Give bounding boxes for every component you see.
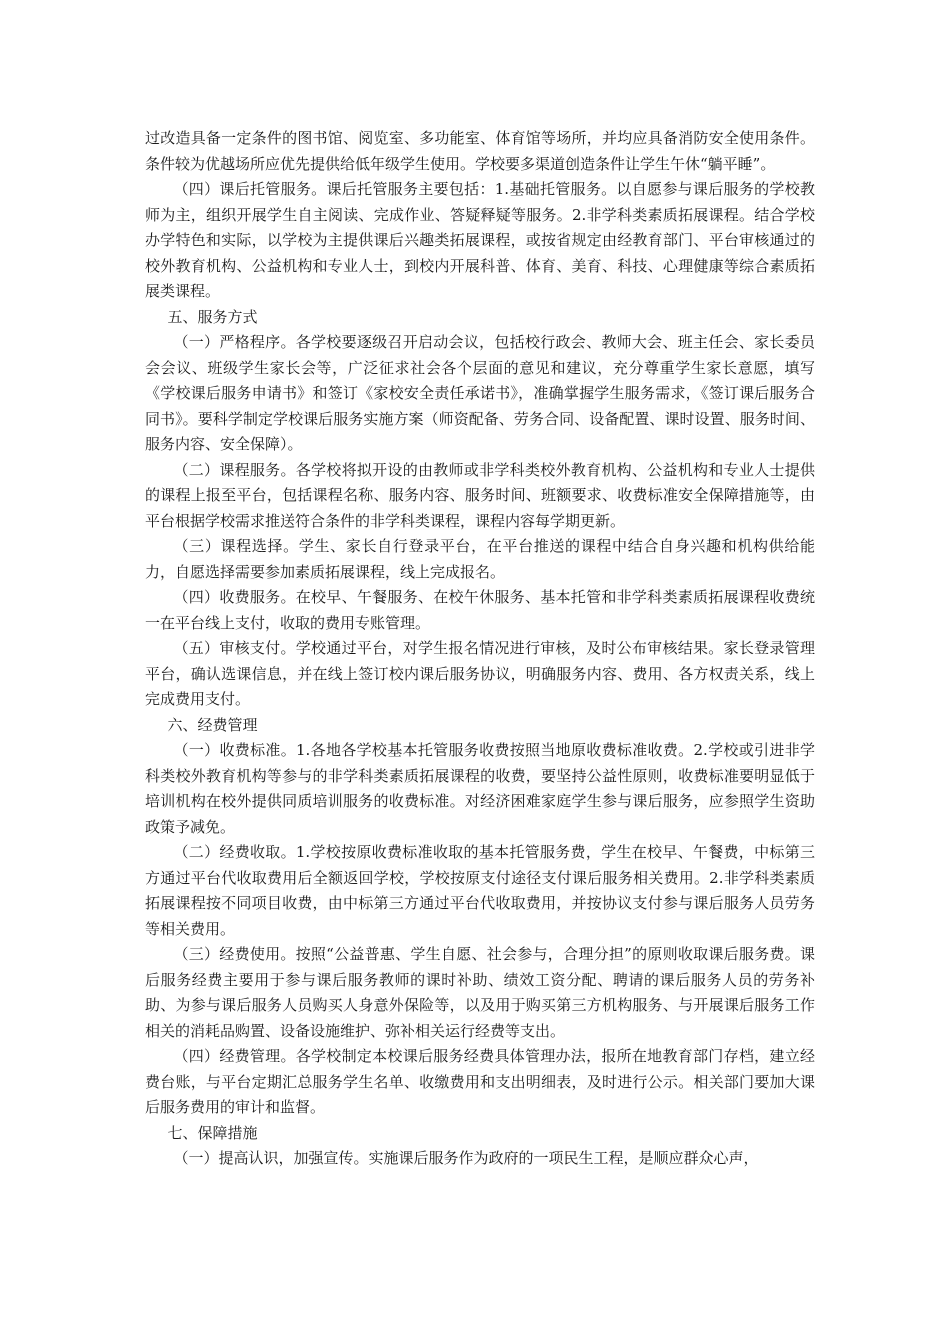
paragraph-course-selection: （三）课程选择。学生、家长自行登录平台，在平台推送的课程中结合自身兴趣和机构供给能力，自愿选择需要参加素质拓展课程，线上完成报名。 bbox=[145, 537, 815, 581]
paragraph-fee-standard: （一）收费标准。1.各地各学校基本托管服务收费按照当地原收费标准收费。2.学校或引进非学科类校外教育机构等参与的非学科类素质拓展课程的收费，要坚持公益性原则，收费标准要明显低于培训机构在校外提供同质培训服务的收费标准。对经济困难家庭学生参与课后服务，应参照学生资助政策予减免。 bbox=[145, 741, 815, 836]
paragraph-fee-usage: （三）经费使用。按照“公益普惠、学生自愿、社会参与，合理分担”的原则收取课后服务费。课后服务经费主要用于参与课后服务教师的课时补助、绩效工资分配、聘请的课后服务人员的劳务补助、为参与课后服务人员购买人身意外保险等，以及用于购买第三方机构服务、与开展课后服务工作相关的消耗品购置、设备设施维护、弥补相关运行经费等支出。 bbox=[145, 945, 815, 1040]
paragraph-review-payment: （五）审核支付。学校通过平台，对学生报名情况进行审核，及时公布审核结果。家长登录管理平台，确认选课信息，并在线上签订校内课后服务协议，明确服务内容、费用、各方权责关系，线上完成费用支付。 bbox=[145, 639, 815, 708]
paragraph-fee-service: （四）收费服务。在校早、午餐服务、在校午休服务、基本托管和非学科类素质拓展课程收费统一在平台线上支付，收取的费用专账管理。 bbox=[145, 588, 815, 632]
paragraph-strict-procedure: （一）严格程序。各学校要逐级召开启动会议，包括校行政会、教师大会、班主任会、家长委员会会议、班级学生家长会等，广泛征求社会各个层面的意见和建议，充分尊重学生家长意愿，填写《学校课后服务申请书》和签订《家校安全责任承诺书》，准确掌握学生服务需求，《签订课后服务合同书》。要科学制定学校课后服务实施方案（师资配备、劳务合同、设备配置、课时设置、服务时间、服务内容、安全保障）。 bbox=[145, 333, 815, 453]
paragraph-fee-management: （四）经费管理。各学校制定本校课后服务经费具体管理办法，报所在地教育部门存档，建立经费台账，与平台定期汇总服务学生名单、收缴费用和支出明细表，及时进行公示。相关部门要加大课后服务费用的审计和监督。 bbox=[145, 1047, 815, 1116]
section-heading-service-mode: 五、服务方式 bbox=[167, 307, 258, 326]
paragraph-course-service: （二）课程服务。各学校将拟开设的由教师或非学科类校外教育机构、公益机构和专业人士提供的课程上报至平台，包括课程名称、服务内容、服务时间、班额要求、收费标准安全保障措施等，由平台根据学校需求推送符合条件的非学科类课程，课程内容每学期更新。 bbox=[145, 460, 815, 530]
paragraph-fee-collection: （二）经费收取。1.学校按原收费标准收取的基本托管服务费，学生在校早、午餐费，中标第三方通过平台代收取费用后全额返回学校，学校按原支付途径支付课后服务相关费用。2.非学科类素质拓展课程按不同项目收费，由中标第三方通过平台代收取费用，并按协议支付参与课后服务人员劳务等相关费用。 bbox=[145, 843, 815, 938]
section-heading-funding: 六、经费管理 bbox=[167, 715, 258, 734]
paragraph-continuation: 过改造具备一定条件的图书馆、阅览室、多功能室、体育馆等场所，并均应具备消防安全使用条件。条件较为优越场所应优先提供给低年级学生使用。学校要多渠道创造条件让学生午休“躺平睡”。 bbox=[145, 129, 815, 173]
section-heading-safeguards: 七、保障措施 bbox=[167, 1123, 258, 1142]
paragraph-after-school-care: （四）课后托管服务。课后托管服务主要包括：1.基础托管服务。以自愿参与课后服务的学校教师为主，组织开展学生自主阅读、完成作业、答疑释疑等服务。2.非学科类素质拓展课程。结合学校办学特色和实际，以学校为主提供课后兴趣类拓展课程，或按省规定由经教育部门、平台审核通过的校外教育机构、公益机构和专业人士，到校内开展科普、体育、美育、科技、心理健康等综合素质拓展类课程。 bbox=[145, 180, 815, 300]
paragraph-awareness: （一）提高认识，加强宣传。实施课后服务作为政府的一项民生工程，是顺应群众心声， bbox=[173, 1149, 759, 1167]
document-body bbox=[145, 126, 815, 1172]
